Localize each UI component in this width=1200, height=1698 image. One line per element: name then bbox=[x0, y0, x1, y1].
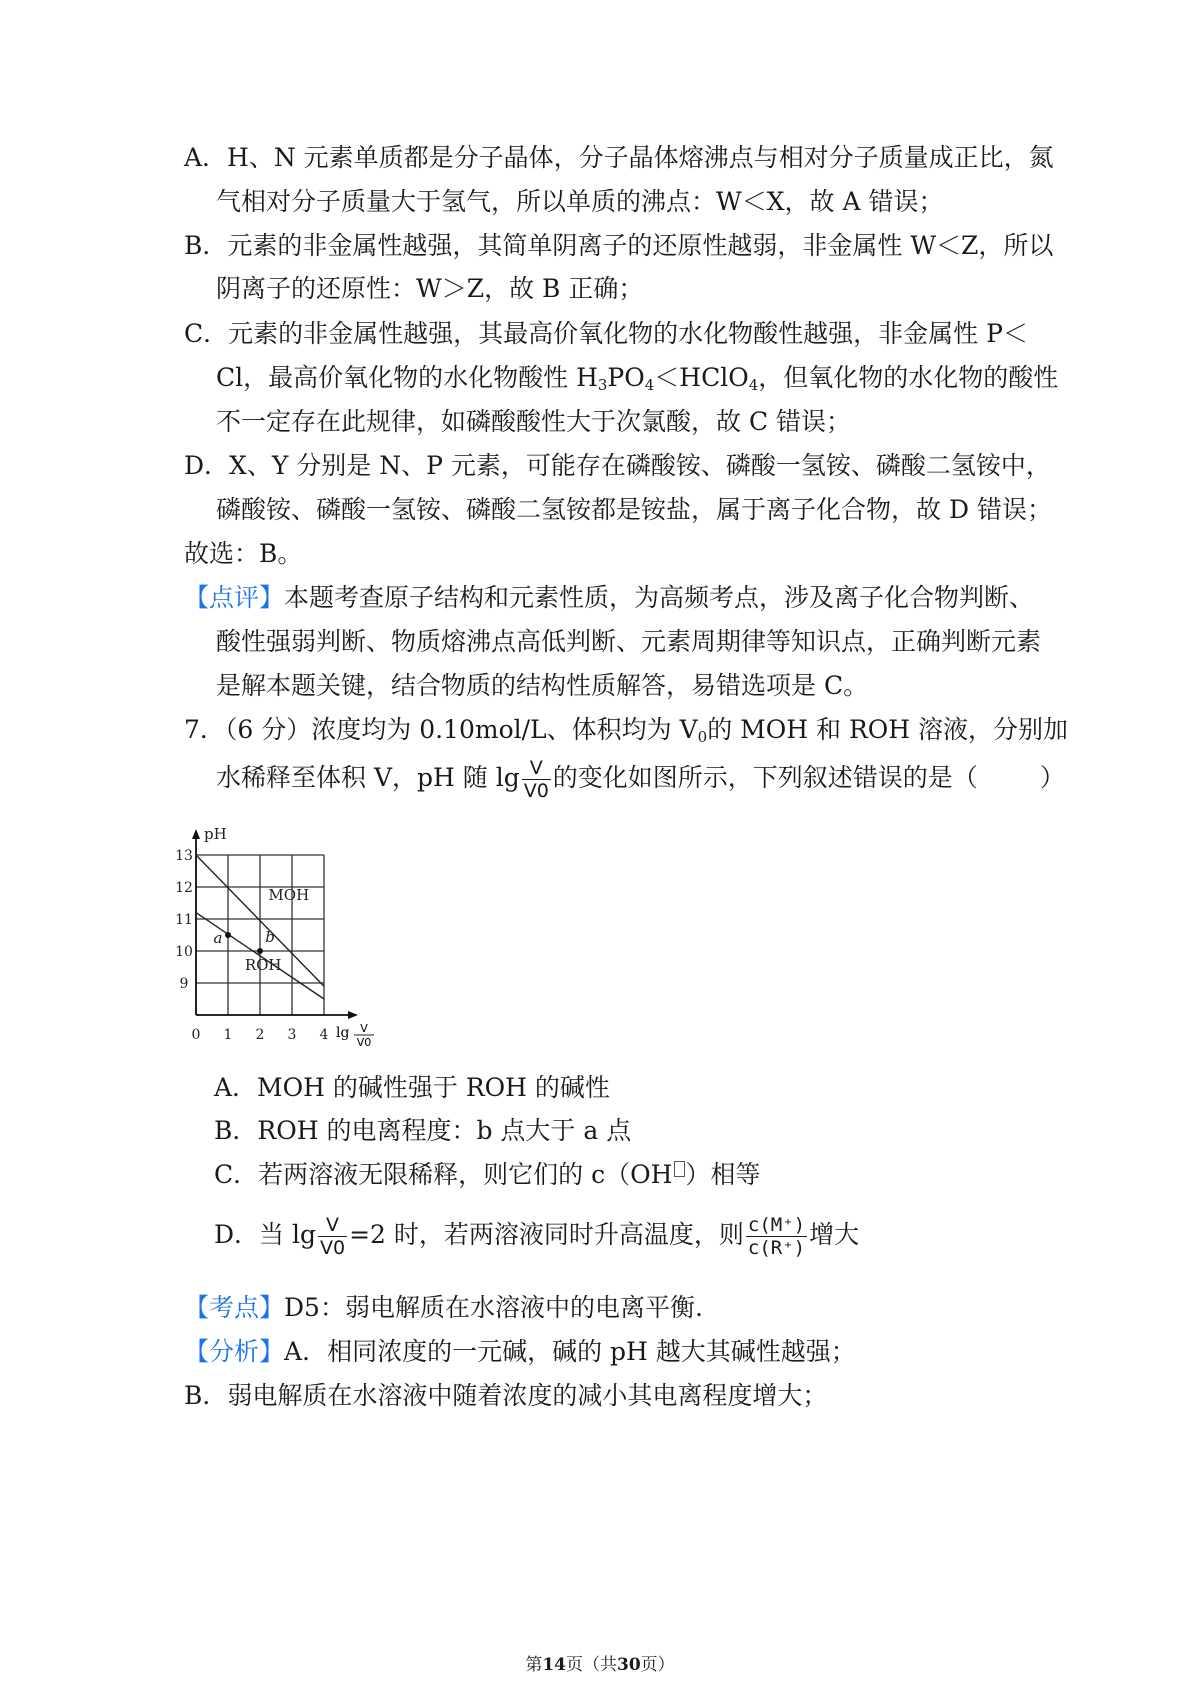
x-tick-label: 3 bbox=[287, 1027, 297, 1043]
text-run: ＜HClO bbox=[654, 363, 749, 392]
y-tick-label: 11 bbox=[175, 912, 193, 928]
question-7-line bbox=[184, 712, 1068, 748]
text-run: C．若两溶液无限稀释，则它们的 c（OH bbox=[214, 1160, 673, 1189]
fraction-numerator: c(M⁺) bbox=[747, 1214, 806, 1236]
fraction-cm-over-cr bbox=[746, 1214, 807, 1259]
text-run: ，但氧化物的水化物的酸性 bbox=[758, 363, 1059, 392]
knowledge-point-line bbox=[184, 1290, 703, 1326]
fraction-numerator: V bbox=[318, 1214, 347, 1237]
x-tick-label: 2 bbox=[255, 1027, 265, 1043]
text-run: 水稀释至体积 V，pH 随 lg bbox=[216, 763, 520, 792]
subscript: 3 bbox=[597, 376, 608, 394]
footer-text: 页（共 bbox=[566, 1655, 617, 1675]
text-line: 磷酸铵、磷酸一氢铵、磷酸二氢铵都是铵盐，属于离子化合物，故 D 错误； bbox=[216, 495, 1052, 524]
series-label-moh: MOH bbox=[268, 885, 310, 904]
text-run: D．当 lg bbox=[214, 1220, 316, 1249]
text-line bbox=[216, 748, 1065, 808]
fraction-denominator: V0 bbox=[523, 780, 549, 802]
option-a: A．MOH 的碱性强于 ROH 的碱性 bbox=[214, 1073, 610, 1102]
text-run: 7．（6 分）浓度均为 0.10mol/L、体积均为 V bbox=[184, 715, 698, 744]
text-line: 酸性强弱判断、物质熔沸点高低判断、元素周期律等知识点，正确判断元素 bbox=[216, 627, 1042, 656]
text-run: A．相同浓度的一元碱，碱的 pH 越大其碱性越强； bbox=[284, 1337, 856, 1366]
review-line bbox=[184, 580, 1034, 616]
text-line: A．H、N 元素单质都是分子晶体，分子晶体熔沸点与相对分子质量成正比，氮 bbox=[184, 143, 1054, 172]
data-point-a bbox=[225, 932, 231, 938]
y-tick-label: 13 bbox=[175, 848, 193, 864]
answer-line: 故选：B。 bbox=[184, 539, 303, 568]
x-axis-label-denominator: V0 bbox=[356, 1036, 372, 1049]
text-line: D．X、Y 分别是 N、P 元素，可能存在磷酸铵、磷酸一氢铵、磷酸二氢铵中， bbox=[184, 451, 1051, 480]
subscript: 4 bbox=[644, 376, 655, 394]
footer-text: 第 bbox=[525, 1655, 543, 1675]
series-label-roh: ROH bbox=[244, 956, 282, 975]
review-tag: 【点评】 bbox=[184, 583, 285, 612]
text-run: 的变化如图所示，下列叙述错误的是（ bbox=[552, 763, 978, 792]
y-axis-label: pH bbox=[204, 825, 227, 843]
text-line bbox=[216, 360, 1058, 396]
option-b: B．ROH 的电离程度：b 点大于 a 点 bbox=[214, 1116, 632, 1145]
fraction-v-over-v0 bbox=[522, 757, 551, 802]
y-tick-label: 9 bbox=[179, 976, 189, 992]
text-line: 不一定存在此规律，如磷酸酸性大于次氯酸，故 C 错误； bbox=[216, 407, 852, 436]
text-line: B．弱电解质在水溶液中随着浓度的减小其电离程度增大； bbox=[184, 1381, 828, 1410]
point-label-b: b bbox=[265, 928, 275, 946]
footer-text: 页） bbox=[640, 1655, 675, 1675]
data-point-b bbox=[257, 948, 263, 954]
text-run: Cl，最高价氧化物的水化物酸性 H bbox=[216, 363, 598, 392]
x-tick-label: 0 bbox=[191, 1027, 201, 1043]
point-label-a: a bbox=[213, 929, 223, 947]
x-tick-label: 4 bbox=[319, 1027, 329, 1043]
x-tick-label: 1 bbox=[223, 1027, 233, 1043]
text-line: B．元素的非金属性越强，其简单阴离子的还原性越弱，非金属性 W＜Z，所以 bbox=[184, 231, 1054, 260]
text-line: 是解本题关键，结合物质的结构性质解答，易错选项是 C。 bbox=[216, 671, 869, 700]
x-axis-label bbox=[336, 1022, 374, 1049]
total-page-number: 30 bbox=[617, 1655, 641, 1675]
analysis-line bbox=[184, 1334, 856, 1370]
x-axis-arrow bbox=[348, 1011, 358, 1019]
option-c bbox=[214, 1157, 760, 1193]
text-line: C．元素的非金属性越强，其最高价氧化物的水化物酸性越强，非金属性 P＜ bbox=[184, 319, 1028, 348]
analysis-tag: 【分析】 bbox=[184, 1337, 285, 1366]
missing-glyph-icon bbox=[674, 1161, 685, 1177]
fraction-denominator: V0 bbox=[320, 1237, 346, 1259]
y-axis-arrow bbox=[192, 829, 200, 839]
x-axis-label-numerator: V bbox=[360, 1022, 368, 1035]
text-run: ）相等 bbox=[685, 1160, 761, 1189]
text-run: 增大 bbox=[809, 1220, 860, 1249]
text-line: 阴离子的还原性：W＞Z，故 B 正确； bbox=[216, 274, 644, 303]
fraction-denominator: c(R⁺) bbox=[747, 1237, 806, 1259]
knowledge-point-tag: 【考点】 bbox=[184, 1293, 285, 1322]
y-tick-label: 12 bbox=[175, 880, 193, 896]
fraction-v-over-v0 bbox=[318, 1214, 347, 1259]
ph-chart bbox=[170, 825, 390, 1065]
text-run: PO bbox=[607, 363, 645, 392]
text-run: 的 MOH 和 ROH 溶液，分别加 bbox=[707, 715, 1069, 744]
subscript: 4 bbox=[748, 376, 759, 394]
page-footer bbox=[0, 1650, 1200, 1675]
option-d bbox=[214, 1205, 859, 1265]
text-run: 本题考查原子结构和元素性质，为高频考点，涉及离子化合物判断、 bbox=[284, 583, 1035, 612]
text-run: D5：弱电解质在水溶液中的电离平衡. bbox=[284, 1293, 703, 1322]
fraction-numerator: V bbox=[522, 757, 551, 780]
current-page-number: 14 bbox=[542, 1655, 566, 1675]
subscript: 0 bbox=[697, 728, 708, 746]
text-line: 气相对分子质量大于氢气，所以单质的沸点：W＜X，故 A 错误； bbox=[216, 187, 944, 216]
text-run: ） bbox=[1039, 763, 1065, 792]
y-tick-label: 10 bbox=[175, 944, 193, 960]
text-run: =2 时，若两溶液同时升高温度，则 bbox=[349, 1220, 744, 1249]
x-axis-label-text: lg bbox=[336, 1025, 350, 1041]
